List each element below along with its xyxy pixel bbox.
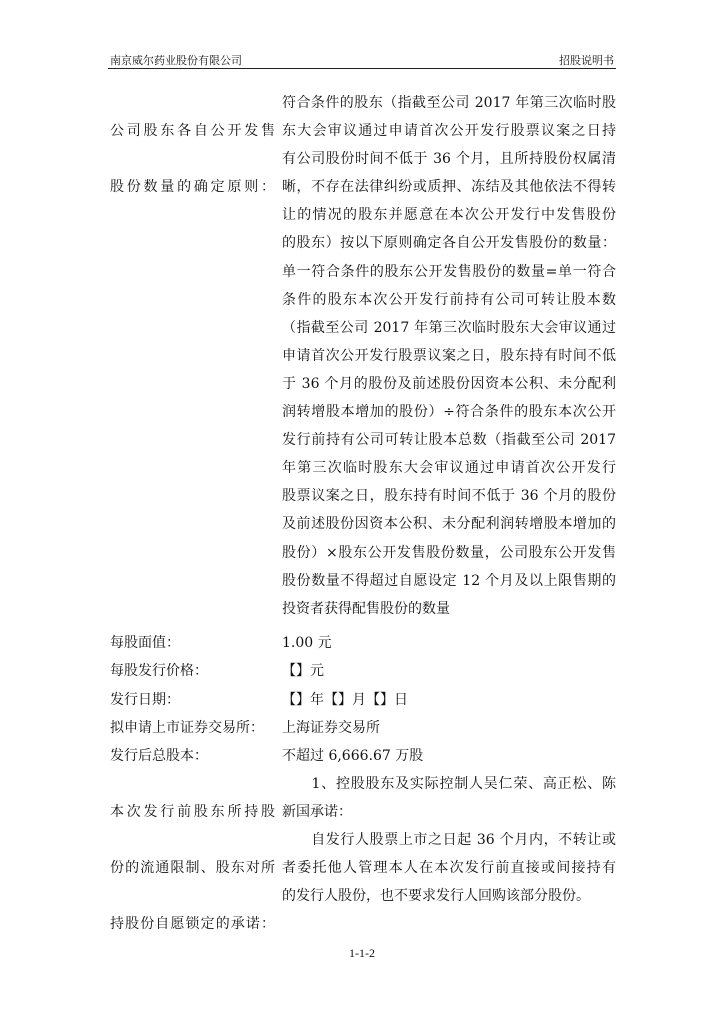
- section-value: [282, 657, 616, 685]
- value-line: 【】年【】月【】日: [282, 692, 408, 708]
- value-line: 股票议案之日，股东持有时间不低于 36 个月的股份: [282, 488, 616, 505]
- value-line: 自发行人股票上市之日起 36 个月内，不转让或: [282, 832, 616, 849]
- value-line: 上海证券交易所: [282, 720, 380, 736]
- value-line: 不超过 6,666.67 万股: [282, 748, 424, 764]
- value-line: 年第三次临时股东大会审议通过申请首次公开发行: [282, 460, 616, 477]
- value-line: 的股东）按以下原则确定各自公开发售股份的数量：: [282, 235, 616, 252]
- label-line: 持股份自愿锁定的承诺：: [110, 916, 275, 933]
- section-label: 发行日期：: [110, 692, 180, 708]
- section-value: [282, 770, 616, 910]
- value-line: （指截至公司 2017 年第三次临时股东大会审议通过: [282, 319, 616, 336]
- value-line: 申请首次公开发行股票议案之日，股东持有时间不低: [282, 347, 616, 364]
- value-line: 股份）×股东公开发售股份数量，公司股东公开发售: [282, 544, 616, 561]
- value-line: 符合条件的股东（指截至公司 2017 年第三次临时股: [282, 95, 616, 111]
- value-line: 【】元: [282, 663, 324, 679]
- section-label: 发行后总股本：: [110, 748, 208, 764]
- page-header: [108, 50, 616, 70]
- value-line: 润转增股本增加的股份）÷符合条件的股东本次公开: [282, 404, 616, 421]
- section-value: [282, 742, 616, 770]
- value-line: 晰，不存在法律纠纷或质押、冻结及其他依法不得转: [282, 179, 616, 196]
- label-line: 份的流通限制、股东对所: [110, 860, 275, 877]
- value-line: 让的情况的股东并愿意在本次公开发行中发售股份: [282, 207, 616, 224]
- header-document-type: 招股说明书: [559, 54, 614, 67]
- value-line: 投资者获得配售股份的数量: [282, 600, 450, 617]
- value-line: 新国承诺：: [282, 804, 352, 821]
- value-line: 者委托他人管理本人在本次发行前直接或间接持有: [282, 860, 616, 877]
- section-value: [282, 89, 616, 623]
- section-label: 每股面值：: [110, 635, 180, 651]
- value-line: 有公司股份时间不低于 36 个月，且所持股份权属清: [282, 151, 616, 168]
- section-label: 拟申请上市证券交易所：: [110, 720, 264, 736]
- value-line: 1、控股股东及实际控制人吴仁荣、高正松、陈: [282, 776, 616, 792]
- value-line: 东大会审议通过申请首次公开发行股票议案之日持: [282, 123, 616, 140]
- value-line: 于 36 个月的股份及前述股份因资本公积、未分配利: [282, 375, 616, 392]
- value-line: 股份数量不得超过自愿设定 12 个月及以上限售期的: [282, 572, 616, 589]
- value-line: 单一符合条件的股东公开发售股份的数量=单一符合: [282, 263, 616, 280]
- value-line: 发行前持有公司可转让股本总数（指截至公司 2017: [282, 432, 616, 449]
- section-label: [110, 89, 275, 229]
- value-line: 条件的股东本次公开发行前持有公司可转让股本数: [282, 291, 616, 308]
- label-line: 本次发行前股东所持股: [110, 804, 275, 821]
- label-line: 公司股东各自公开发售: [110, 123, 275, 140]
- header-rule: [108, 68, 616, 69]
- section-label: 每股发行价格：: [110, 663, 208, 679]
- header-company-name: 南京威尔药业股份有限公司: [110, 54, 242, 67]
- value-line: 1.00 元: [282, 635, 332, 651]
- section-value: [282, 714, 616, 742]
- section-value: [282, 686, 616, 714]
- label-line: 股份数量的确定原则：: [110, 179, 275, 196]
- section-value: [282, 629, 616, 657]
- value-line: 的发行人股份，也不要求发行人回购该部分股份。: [282, 888, 590, 905]
- page-number: 1-1-2: [349, 946, 375, 960]
- value-line: 及前述股份因资本公积、未分配利润转增股本增加的: [282, 516, 616, 533]
- section-label: [110, 770, 275, 967]
